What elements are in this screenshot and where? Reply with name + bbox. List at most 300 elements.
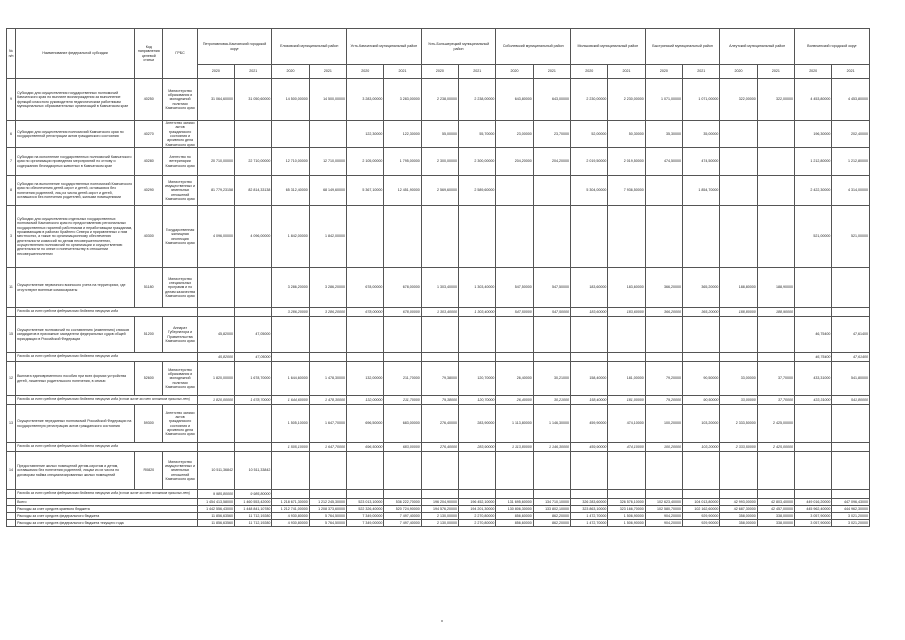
value-cell: 1 678,70000 — [235, 362, 272, 396]
value-cell: 1 854,70000 — [683, 176, 720, 206]
table-row — [7, 405, 870, 443]
value-cell: 683,00000 — [384, 443, 421, 452]
value-cell: 158,40000 — [571, 362, 608, 396]
value-cell: 322,00000 — [757, 79, 794, 121]
value-cell — [795, 405, 832, 443]
header-year: 2021 — [757, 65, 794, 79]
value-cell: 100,20000 — [645, 405, 682, 443]
value-cell: 14 500,00000 — [309, 79, 346, 121]
value-cell — [645, 317, 682, 353]
subsidy-table — [6, 28, 870, 527]
value-cell: 26,40000 — [496, 396, 533, 405]
value-cell — [384, 490, 421, 499]
value-cell: 10 511,36842 — [197, 452, 234, 490]
value-cell: 103,20000 — [683, 443, 720, 452]
value-cell: 196 452,10000 — [459, 499, 496, 506]
value-cell — [645, 490, 682, 499]
value-cell: 3 057,90000 — [795, 513, 832, 520]
value-cell: 2 238,00000 — [459, 79, 496, 121]
header-year: 2020 — [496, 65, 533, 79]
value-cell — [571, 317, 608, 353]
value-cell: 30,21000 — [533, 396, 570, 405]
value-cell: 678,00000 — [347, 308, 384, 317]
value-cell: 47,61400 — [832, 353, 870, 362]
value-cell — [309, 353, 346, 362]
value-cell: 196,30000 — [795, 121, 832, 148]
value-cell: 929,90000 — [683, 513, 720, 520]
value-cell — [459, 206, 496, 268]
value-cell: 4 314,00000 — [832, 176, 870, 206]
value-cell — [795, 308, 832, 317]
value-cell — [720, 490, 757, 499]
value-cell: 4 096,00000 — [197, 206, 234, 268]
value-cell: 35,00000 — [683, 121, 720, 148]
value-cell: 929,90000 — [683, 520, 720, 527]
value-cell: 474,10000 — [608, 443, 645, 452]
row-num: 12 — [7, 362, 16, 396]
value-cell: 1 842,00000 — [309, 206, 346, 268]
value-cell — [496, 490, 533, 499]
value-cell — [720, 121, 757, 148]
value-cell — [533, 176, 570, 206]
value-cell: 50,30000 — [608, 121, 645, 148]
row-grbs: Министерство имущественных и земельных отношений Камчатского края — [163, 452, 197, 490]
value-cell: 1 820,00000 — [197, 362, 234, 396]
row-name: Осуществление полномочий по составлению (изменению) списков кандидатов в присяжные заседатели федеральных судов общей юрисдикции в Российской Федерации — [16, 317, 135, 353]
row-name: Расходы за счет средств федерального бюджета текущего года — [16, 308, 198, 317]
value-cell: 1 071,00000 — [645, 79, 682, 121]
table-subrow — [7, 308, 870, 317]
row-name: Субсидии для осуществления полномочий Камчатского края по государственной регистрации актов гражданского состояния — [16, 121, 135, 148]
row-name: Расходы за счет средств федерального бюджета текущего года (в том числе за счет остатков прошлых лет) — [16, 396, 198, 405]
value-cell: 1 820,00000 — [197, 396, 234, 405]
value-cell: 1 212 741,00000 — [272, 506, 309, 513]
row-name: Осуществление переданных полномочий Российской Федерации на государственную регистрацию актов гражданского состояния — [16, 405, 135, 443]
row-name: Субсидии для осуществления отдельных государственных полномочий Камчатского края по предоставлению региональных государственных гарантий работникам и неработающим гражданам, проживающим в районах Крайнего Севера и приравненных к ним местностях, а также по организационному обеспечению деятельности комиссий по делам несовершеннолетних, осуществлению полномочий по организации и осуществлению деятельности по опеке и попечительству в отношении несовершеннолетних — [16, 206, 135, 268]
value-cell: 521,00000 — [832, 206, 870, 268]
value-cell — [235, 268, 272, 308]
value-cell: 1 478,30000 — [309, 396, 346, 405]
value-cell: 122,30000 — [384, 121, 421, 148]
row-num: 11 — [7, 268, 16, 308]
value-cell — [421, 353, 458, 362]
value-cell: 188,80000 — [720, 308, 757, 317]
value-cell: 2 019,50000 — [571, 148, 608, 176]
value-cell — [272, 353, 309, 362]
value-cell: 2 589,60000 — [459, 176, 496, 206]
value-cell: 102 162,60000 — [683, 506, 720, 513]
value-cell — [459, 353, 496, 362]
row-code: 40270 — [135, 121, 163, 148]
header-year: 2020 — [571, 65, 608, 79]
table-row — [7, 148, 870, 176]
value-cell: 90,50000 — [683, 396, 720, 405]
value-cell: 52,00000 — [571, 121, 608, 148]
value-cell: 183,60000 — [571, 308, 608, 317]
value-cell: 365,20000 — [683, 268, 720, 308]
value-cell: 81 779,23158 — [197, 176, 234, 206]
value-cell: 7 936,50000 — [608, 176, 645, 206]
value-cell — [832, 452, 870, 490]
value-cell: 90,50000 — [683, 362, 720, 396]
value-cell: 3 286,20000 — [309, 268, 346, 308]
header-year: 2020 — [720, 65, 757, 79]
value-cell: 194 576,20000 — [421, 506, 458, 513]
value-cell: 33,00000 — [720, 396, 757, 405]
value-cell: 2 270,80000 — [459, 513, 496, 520]
table-row — [7, 79, 870, 121]
value-cell: 7 497,40000 — [384, 520, 421, 527]
value-cell — [795, 268, 832, 308]
value-cell — [795, 452, 832, 490]
value-cell — [533, 206, 570, 268]
table-row — [7, 452, 870, 490]
value-cell: 7 349,00000 — [347, 520, 384, 527]
value-cell: 366,20000 — [645, 268, 682, 308]
header-year: 2021 — [832, 65, 870, 79]
value-cell: 181,00000 — [608, 396, 645, 405]
row-code: 51180 — [135, 268, 163, 308]
document-page — [6, 28, 870, 527]
header-row-regions — [7, 29, 870, 65]
total-row — [7, 499, 870, 506]
header-year: 2020 — [197, 65, 234, 79]
value-cell — [533, 317, 570, 353]
row-num-empty — [7, 499, 16, 506]
value-cell — [608, 490, 645, 499]
row-num-empty — [7, 443, 16, 452]
value-cell: 7 349,00000 — [347, 513, 384, 520]
value-cell: 862,20000 — [533, 513, 570, 520]
value-cell: 23,00000 — [496, 121, 533, 148]
row-code: 40250 — [135, 79, 163, 121]
value-cell: 547,50000 — [496, 308, 533, 317]
value-cell: 183,60000 — [608, 268, 645, 308]
value-cell — [496, 206, 533, 268]
value-cell: 131 695,60000 — [496, 499, 533, 506]
row-grbs: Министерство образования и молодежной политики Камчатского края — [163, 362, 197, 396]
value-cell — [683, 206, 720, 268]
value-cell: 42 687,30000 — [720, 506, 757, 513]
value-cell: 678,00000 — [347, 268, 384, 308]
value-cell: 521,00000 — [795, 206, 832, 268]
value-cell: 122,30000 — [347, 121, 384, 148]
value-cell — [309, 490, 346, 499]
value-cell: 188,80000 — [720, 268, 757, 308]
value-cell: 474,50000 — [645, 148, 682, 176]
value-cell: 194 201,30000 — [459, 506, 496, 513]
value-cell — [757, 353, 794, 362]
value-cell: 2 333,50000 — [720, 443, 757, 452]
value-cell — [795, 443, 832, 452]
value-cell: 183,60000 — [608, 308, 645, 317]
value-cell: 276,40000 — [421, 443, 458, 452]
value-cell: 643,00000 — [533, 79, 570, 121]
table-row — [7, 121, 870, 148]
value-cell: 45,82000 — [197, 317, 234, 353]
value-cell: 79,38000 — [421, 362, 458, 396]
row-code: 40300 — [135, 206, 163, 268]
value-cell: 4 453,80000 — [832, 79, 870, 121]
header-year: 2021 — [309, 65, 346, 79]
value-cell: 1 303,40000 — [459, 308, 496, 317]
value-cell — [421, 490, 458, 499]
row-grbs: Агентство записи актов гражданского состояния и архивного дела Камчатского края — [163, 121, 197, 148]
value-cell: 11 712,19280 — [235, 520, 272, 527]
value-cell: 2 300,00000 — [459, 148, 496, 176]
value-cell: 55,00000 — [421, 121, 458, 148]
value-cell — [235, 308, 272, 317]
header-region: Алеутский муниципальный район — [720, 29, 795, 65]
value-cell — [720, 317, 757, 353]
value-cell: 1 472,70000 — [571, 520, 608, 527]
value-cell — [645, 206, 682, 268]
value-cell: 2 019,50000 — [608, 148, 645, 176]
value-cell: 102 580,70000 — [645, 506, 682, 513]
value-cell: 276,40000 — [421, 405, 458, 443]
value-cell: 12 710,00000 — [272, 148, 309, 176]
value-cell — [720, 148, 757, 176]
value-cell: 459,90000 — [571, 443, 608, 452]
value-cell: 11 856,63560 — [197, 513, 234, 520]
value-cell: 7 497,40000 — [384, 513, 421, 520]
total-label: Расходы за счет средств федерального бюджета текущего года — [16, 520, 198, 527]
value-cell: 541,80000 — [832, 396, 870, 405]
value-cell: 37,70000 — [757, 396, 794, 405]
value-cell: 47,05000 — [235, 317, 272, 353]
value-cell: 130 806,30000 — [496, 506, 533, 513]
value-cell — [757, 206, 794, 268]
value-cell: 1 842,00000 — [272, 206, 309, 268]
row-grbs: Министерство специальных программ и по делам казачества Камчатского края — [163, 268, 197, 308]
value-cell — [347, 353, 384, 362]
row-num-empty — [7, 308, 16, 317]
header-year: 2020 — [421, 65, 458, 79]
value-cell: 547,50000 — [533, 308, 570, 317]
value-cell: 42 993,00000 — [720, 499, 757, 506]
header-region: Вилючинский городской округ — [795, 29, 870, 65]
value-cell — [757, 176, 794, 206]
row-name: Субсидии для осуществления государственных полномочий Камчатского края по выплате вознаграждения за выполнение функций классного руководителя педагогическим работникам муниципальных образовательных организаций в Камчатском крае — [16, 79, 135, 121]
value-cell: 1 506,90000 — [608, 520, 645, 527]
value-cell: 338,00000 — [757, 513, 794, 520]
value-cell: 338,00000 — [757, 520, 794, 527]
value-cell — [235, 121, 272, 148]
row-name: Осуществление первичного воинского учета на территориях, где отсутствуют военные комиссариаты — [16, 268, 135, 308]
value-cell: 3 021,20000 — [832, 513, 870, 520]
value-cell: 65 312,40000 — [272, 176, 309, 206]
value-cell: 1 647,70000 — [309, 405, 346, 443]
value-cell: 102 623,40000 — [645, 499, 682, 506]
header-code: Код направления целевой статьи — [135, 29, 163, 79]
value-cell — [832, 490, 870, 499]
row-num-empty — [7, 396, 16, 405]
value-cell: 47,05000 — [235, 353, 272, 362]
value-cell: 904,20000 — [645, 513, 682, 520]
value-cell: 1 146,30000 — [533, 405, 570, 443]
value-cell: 365,20000 — [683, 308, 720, 317]
value-cell — [683, 490, 720, 499]
value-cell: 202,40000 — [832, 121, 870, 148]
row-num-empty — [7, 520, 16, 527]
value-cell — [571, 206, 608, 268]
row-code: 40280 — [135, 148, 163, 176]
value-cell: 1 071,00000 — [683, 79, 720, 121]
header-year: 2020 — [272, 65, 309, 79]
value-cell: 2 105,00000 — [347, 148, 384, 176]
value-cell — [496, 317, 533, 353]
value-cell: 22 710,00000 — [235, 148, 272, 176]
row-name: Расходы за счет средств федерального бюджета текущего года (в том числе за счет остатков прошлых лет) — [16, 490, 198, 499]
value-cell: 326 283,60000 — [571, 499, 608, 506]
value-cell — [608, 206, 645, 268]
value-cell: 1 506,90000 — [608, 513, 645, 520]
value-cell — [235, 443, 272, 452]
table-row — [7, 268, 870, 308]
value-cell — [608, 353, 645, 362]
value-cell: 20 710,00000 — [197, 148, 234, 176]
table-subrow — [7, 490, 870, 499]
value-cell: 522 326,40000 — [347, 506, 384, 513]
value-cell — [720, 452, 757, 490]
value-cell — [757, 121, 794, 148]
value-cell — [683, 452, 720, 490]
value-cell: 856,60000 — [496, 520, 533, 527]
value-cell: 2 569,60000 — [421, 176, 458, 206]
header-year: 2020 — [795, 65, 832, 79]
value-cell: 3 286,20000 — [272, 308, 309, 317]
row-name: Расходы за счет средств федерального бюджета текущего года — [16, 353, 198, 362]
value-cell: 3 286,20000 — [272, 268, 309, 308]
value-cell — [571, 452, 608, 490]
row-code: 59300 — [135, 405, 163, 443]
value-cell: 696,50000 — [347, 405, 384, 443]
value-cell: 5 304,00000 — [571, 176, 608, 206]
table-row — [7, 362, 870, 396]
value-cell: 79,20000 — [645, 362, 682, 396]
value-cell — [421, 317, 458, 353]
value-cell: 1 212,80000 — [832, 148, 870, 176]
total-row — [7, 513, 870, 520]
value-cell: 358,00000 — [720, 513, 757, 520]
value-cell — [683, 353, 720, 362]
header-grbs: ГРБС — [163, 29, 197, 79]
page-marker — [441, 620, 443, 622]
value-cell — [757, 317, 794, 353]
row-grbs: Агентство записи актов гражданского состояния и архивного дела Камчатского края — [163, 405, 197, 443]
value-cell — [571, 353, 608, 362]
value-cell — [496, 176, 533, 206]
value-cell — [272, 121, 309, 148]
header-region: Соболевский муниципальный район — [496, 29, 571, 65]
value-cell: 1 303,40000 — [459, 268, 496, 308]
row-num: 8 — [7, 176, 16, 206]
value-cell: 323 166,70000 — [608, 506, 645, 513]
value-cell: 444 962,30000 — [832, 506, 870, 513]
value-cell: 31 050,60000 — [235, 79, 272, 121]
value-cell: 2 333,50000 — [720, 405, 757, 443]
value-cell: 447 096,43000 — [832, 499, 870, 506]
value-cell: 1 460 553,42000 — [235, 499, 272, 506]
value-cell — [197, 405, 234, 443]
value-cell: 181,00000 — [608, 362, 645, 396]
value-cell: 5 764,50000 — [309, 520, 346, 527]
row-num-empty — [7, 490, 16, 499]
row-num: 14 — [7, 452, 16, 490]
total-label: Всего — [16, 499, 198, 506]
total-row — [7, 506, 870, 513]
table-subrow — [7, 443, 870, 452]
value-cell: 1 505,10000 — [272, 405, 309, 443]
value-cell: 9 985,80000 — [197, 490, 234, 499]
value-cell: 433,31000 — [795, 396, 832, 405]
row-num: 9 — [7, 79, 16, 121]
value-cell: 678,00000 — [384, 268, 421, 308]
value-cell: 103,20000 — [683, 405, 720, 443]
row-name: Расходы за счет средств федерального бюджета текущего года — [16, 443, 198, 452]
value-cell: 158,40000 — [571, 396, 608, 405]
value-cell: 211,70000 — [384, 396, 421, 405]
value-cell: 3 283,00000 — [384, 79, 421, 121]
value-cell: 1 678,70000 — [235, 396, 272, 405]
value-cell: 12 451,90000 — [384, 176, 421, 206]
header-year: 2020 — [645, 65, 682, 79]
value-cell — [496, 452, 533, 490]
row-grbs: Государственная жилищная инспекция Камчатского края — [163, 206, 197, 268]
value-cell — [309, 121, 346, 148]
value-cell: 42 803,40000 — [757, 499, 794, 506]
value-cell — [384, 317, 421, 353]
value-cell: 1 442 556,43000 — [197, 506, 234, 513]
value-cell: 31 064,60000 — [197, 79, 234, 121]
value-cell: 2 422,30000 — [795, 176, 832, 206]
total-row — [7, 520, 870, 527]
value-cell: 45,82000 — [197, 353, 234, 362]
value-cell: 9 985,80000 — [235, 490, 272, 499]
value-cell — [645, 176, 682, 206]
table-row — [7, 206, 870, 268]
value-cell: 11 712,19280 — [235, 513, 272, 520]
value-cell: 204,20000 — [496, 148, 533, 176]
value-cell: 283,90000 — [459, 443, 496, 452]
value-cell: 474,10000 — [608, 405, 645, 443]
value-cell: 14 500,00000 — [272, 79, 309, 121]
value-cell: 5 764,50000 — [309, 513, 346, 520]
row-name: Субсидии на выполнение государственных полномочий Камчатского края по обеспечению детей-сирот и детей, оставшихся без попечения родителей, лиц из числа детей-сирот и детей, оставшихся без попечения родителей, жилыми помещениями — [16, 176, 135, 206]
header-region: Мильковский муниципальный район — [571, 29, 646, 65]
value-cell: 2 425,00000 — [757, 405, 794, 443]
row-num-empty — [7, 506, 16, 513]
value-cell: 42 457,00000 — [757, 506, 794, 513]
row-num: 15 — [7, 317, 16, 353]
header-region: Усть-Большерецкий муниципальный район — [421, 29, 496, 65]
header-region: Быстринский муниципальный район — [645, 29, 720, 65]
value-cell: 322,00000 — [720, 79, 757, 121]
value-cell: 132,00000 — [347, 396, 384, 405]
value-cell: 79,38000 — [421, 396, 458, 405]
value-cell: 1 454 413,58000 — [197, 499, 234, 506]
value-cell: 3 057,90000 — [795, 520, 832, 527]
value-cell: 183,60000 — [571, 268, 608, 308]
value-cell: 1 146,30000 — [533, 443, 570, 452]
value-cell: 196 204,90000 — [421, 499, 458, 506]
value-cell: 547,50000 — [496, 268, 533, 308]
value-cell: 1 303,40000 — [421, 308, 458, 317]
total-label: Расходы за счет средств краевого бюджета — [16, 506, 198, 513]
header-year: 2021 — [683, 65, 720, 79]
value-cell — [197, 121, 234, 148]
row-num: 13 — [7, 405, 16, 443]
